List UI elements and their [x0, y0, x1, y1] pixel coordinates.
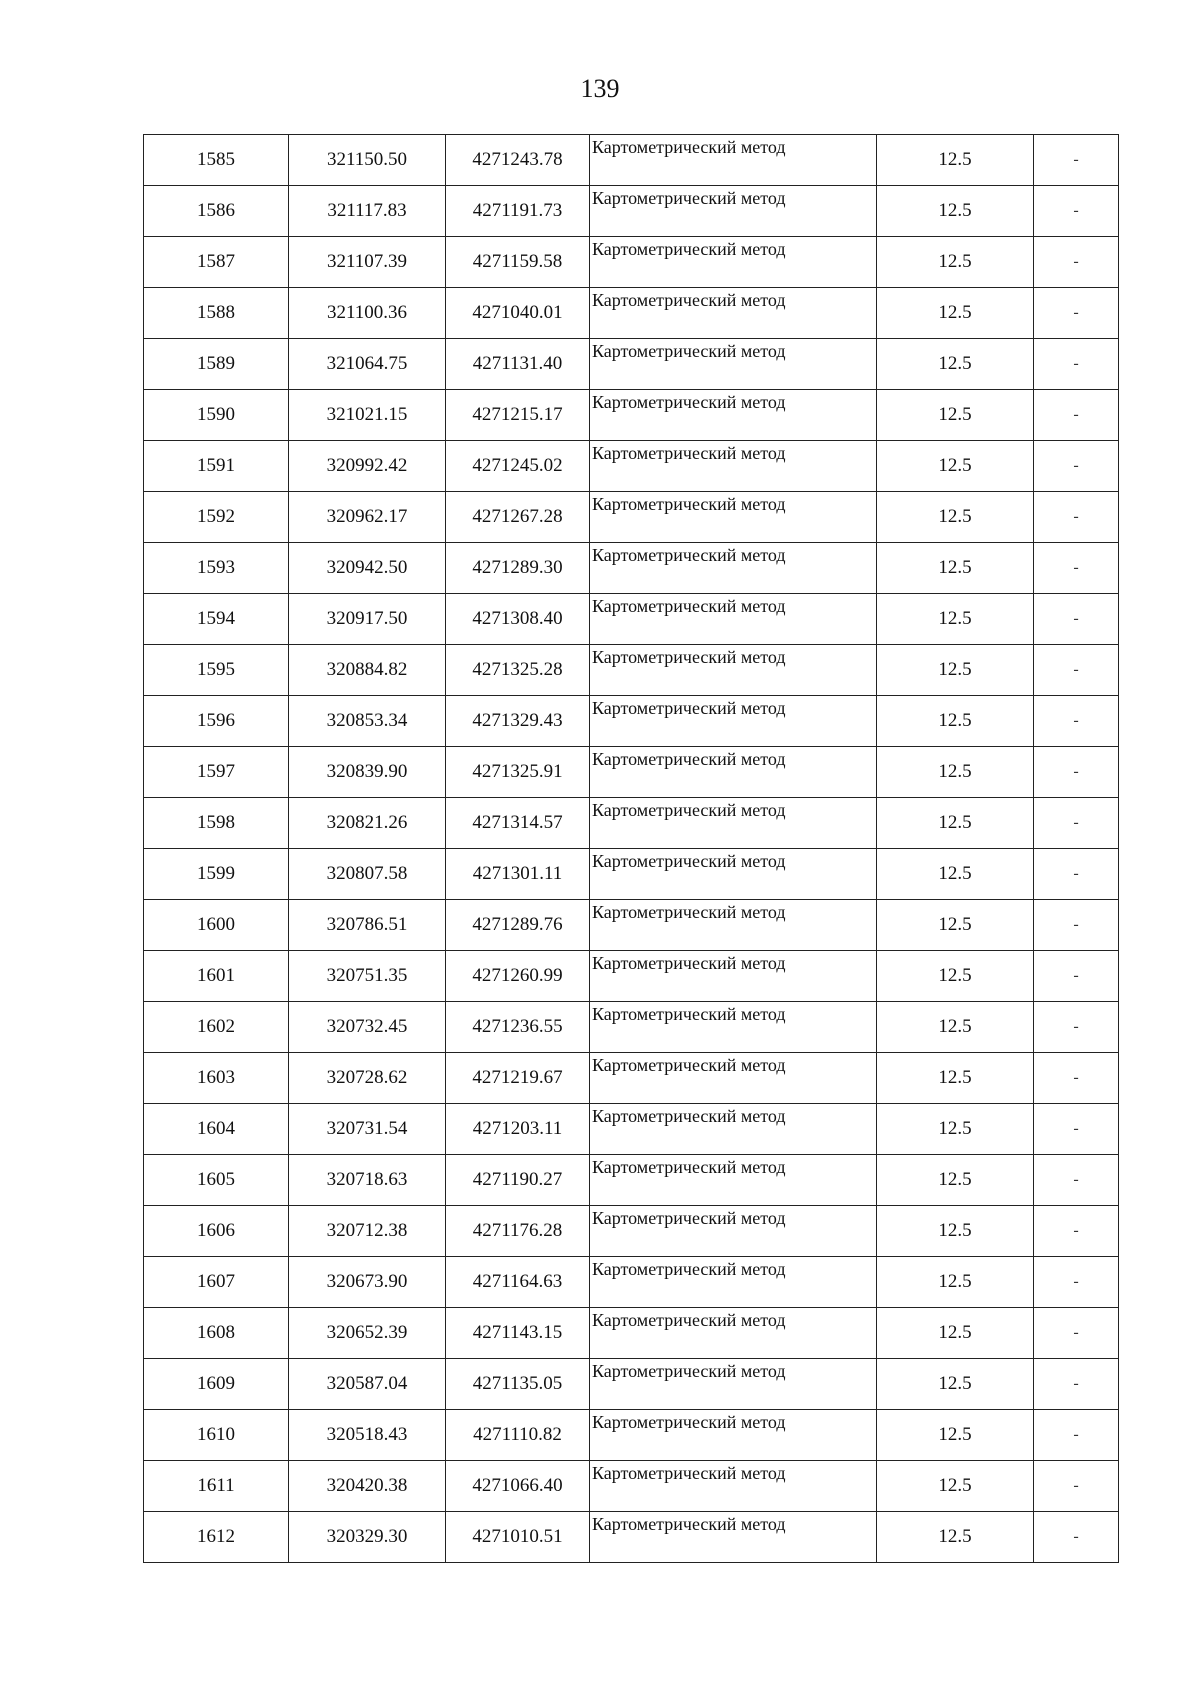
- point-number-cell: 1590: [144, 390, 289, 441]
- note-cell: -: [1034, 951, 1119, 1002]
- point-number-cell: 1594: [144, 594, 289, 645]
- note-cell: -: [1034, 696, 1119, 747]
- table-row: [144, 1359, 1119, 1410]
- y-coordinate-cell: 4271159.58: [446, 237, 590, 288]
- table-row: [144, 288, 1119, 339]
- x-coordinate-cell: 321150.50: [289, 135, 446, 186]
- table-row: [144, 1410, 1119, 1461]
- x-coordinate-cell: 320807.58: [289, 849, 446, 900]
- table-row: [144, 1002, 1119, 1053]
- y-coordinate-cell: 4271314.57: [446, 798, 590, 849]
- accuracy-cell: 12.5: [877, 1002, 1034, 1053]
- accuracy-cell: 12.5: [877, 798, 1034, 849]
- y-coordinate-cell: 4271301.11: [446, 849, 590, 900]
- note-cell: -: [1034, 1155, 1119, 1206]
- method-cell: Картометрический метод: [590, 1512, 877, 1563]
- point-number-cell: 1586: [144, 186, 289, 237]
- y-coordinate-cell: 4271203.11: [446, 1104, 590, 1155]
- point-number-cell: 1598: [144, 798, 289, 849]
- note-cell: -: [1034, 1002, 1119, 1053]
- table-row: [144, 1155, 1119, 1206]
- accuracy-cell: 12.5: [877, 747, 1034, 798]
- method-cell: Картометрический метод: [590, 339, 877, 390]
- x-coordinate-cell: 321021.15: [289, 390, 446, 441]
- y-coordinate-cell: 4271243.78: [446, 135, 590, 186]
- accuracy-cell: 12.5: [877, 186, 1034, 237]
- y-coordinate-cell: 4271260.99: [446, 951, 590, 1002]
- method-cell: Картометрический метод: [590, 1359, 877, 1410]
- note-cell: -: [1034, 1359, 1119, 1410]
- table-row: [144, 339, 1119, 390]
- table-row: [144, 1206, 1119, 1257]
- table-row: [144, 645, 1119, 696]
- x-coordinate-cell: 320728.62: [289, 1053, 446, 1104]
- x-coordinate-cell: 321100.36: [289, 288, 446, 339]
- method-cell: Картометрический метод: [590, 747, 877, 798]
- note-cell: -: [1034, 1104, 1119, 1155]
- point-number-cell: 1588: [144, 288, 289, 339]
- x-coordinate-cell: 320786.51: [289, 900, 446, 951]
- accuracy-cell: 12.5: [877, 1257, 1034, 1308]
- note-cell: -: [1034, 798, 1119, 849]
- method-cell: Картометрический метод: [590, 1206, 877, 1257]
- accuracy-cell: 12.5: [877, 390, 1034, 441]
- note-cell: -: [1034, 1308, 1119, 1359]
- accuracy-cell: 12.5: [877, 1155, 1034, 1206]
- note-cell: -: [1034, 1053, 1119, 1104]
- table-row: [144, 747, 1119, 798]
- accuracy-cell: 12.5: [877, 339, 1034, 390]
- method-cell: Картометрический метод: [590, 441, 877, 492]
- note-cell: -: [1034, 135, 1119, 186]
- y-coordinate-cell: 4271245.02: [446, 441, 590, 492]
- table-row: [144, 135, 1119, 186]
- note-cell: -: [1034, 1461, 1119, 1512]
- point-number-cell: 1593: [144, 543, 289, 594]
- y-coordinate-cell: 4271267.28: [446, 492, 590, 543]
- point-number-cell: 1602: [144, 1002, 289, 1053]
- table-body: [144, 135, 1119, 1563]
- x-coordinate-cell: 320839.90: [289, 747, 446, 798]
- y-coordinate-cell: 4271191.73: [446, 186, 590, 237]
- y-coordinate-cell: 4271219.67: [446, 1053, 590, 1104]
- x-coordinate-cell: 320751.35: [289, 951, 446, 1002]
- point-number-cell: 1587: [144, 237, 289, 288]
- method-cell: Картометрический метод: [590, 288, 877, 339]
- accuracy-cell: 12.5: [877, 1308, 1034, 1359]
- method-cell: Картометрический метод: [590, 186, 877, 237]
- accuracy-cell: 12.5: [877, 237, 1034, 288]
- x-coordinate-cell: 320732.45: [289, 1002, 446, 1053]
- x-coordinate-cell: 320942.50: [289, 543, 446, 594]
- y-coordinate-cell: 4271289.76: [446, 900, 590, 951]
- y-coordinate-cell: 4271176.28: [446, 1206, 590, 1257]
- x-coordinate-cell: 320962.17: [289, 492, 446, 543]
- point-number-cell: 1601: [144, 951, 289, 1002]
- x-coordinate-cell: 320712.38: [289, 1206, 446, 1257]
- note-cell: -: [1034, 1512, 1119, 1563]
- note-cell: -: [1034, 849, 1119, 900]
- x-coordinate-cell: 320673.90: [289, 1257, 446, 1308]
- y-coordinate-cell: 4271135.05: [446, 1359, 590, 1410]
- y-coordinate-cell: 4271308.40: [446, 594, 590, 645]
- y-coordinate-cell: 4271143.15: [446, 1308, 590, 1359]
- accuracy-cell: 12.5: [877, 543, 1034, 594]
- x-coordinate-cell: 320518.43: [289, 1410, 446, 1461]
- note-cell: -: [1034, 747, 1119, 798]
- point-number-cell: 1596: [144, 696, 289, 747]
- method-cell: Картометрический метод: [590, 543, 877, 594]
- method-cell: Картометрический метод: [590, 1461, 877, 1512]
- accuracy-cell: 12.5: [877, 441, 1034, 492]
- point-number-cell: 1610: [144, 1410, 289, 1461]
- accuracy-cell: 12.5: [877, 1512, 1034, 1563]
- accuracy-cell: 12.5: [877, 951, 1034, 1002]
- y-coordinate-cell: 4271131.40: [446, 339, 590, 390]
- table-row: [144, 1308, 1119, 1359]
- accuracy-cell: 12.5: [877, 1104, 1034, 1155]
- table-row: [144, 594, 1119, 645]
- table-row: [144, 186, 1119, 237]
- y-coordinate-cell: 4271289.30: [446, 543, 590, 594]
- accuracy-cell: 12.5: [877, 1359, 1034, 1410]
- method-cell: Картометрический метод: [590, 951, 877, 1002]
- note-cell: -: [1034, 237, 1119, 288]
- method-cell: Картометрический метод: [590, 1053, 877, 1104]
- table-row: [144, 237, 1119, 288]
- x-coordinate-cell: 320992.42: [289, 441, 446, 492]
- method-cell: Картометрический метод: [590, 237, 877, 288]
- table-row: [144, 1104, 1119, 1155]
- method-cell: Картометрический метод: [590, 798, 877, 849]
- table-row: [144, 390, 1119, 441]
- table-row: [144, 1053, 1119, 1104]
- y-coordinate-cell: 4271010.51: [446, 1512, 590, 1563]
- point-number-cell: 1612: [144, 1512, 289, 1563]
- note-cell: -: [1034, 645, 1119, 696]
- y-coordinate-cell: 4271325.91: [446, 747, 590, 798]
- point-number-cell: 1591: [144, 441, 289, 492]
- method-cell: Картометрический метод: [590, 1155, 877, 1206]
- point-number-cell: 1600: [144, 900, 289, 951]
- y-coordinate-cell: 4271236.55: [446, 1002, 590, 1053]
- page-number: 139: [580, 74, 620, 103]
- method-cell: Картометрический метод: [590, 900, 877, 951]
- x-coordinate-cell: 320652.39: [289, 1308, 446, 1359]
- note-cell: -: [1034, 594, 1119, 645]
- point-number-cell: 1595: [144, 645, 289, 696]
- note-cell: -: [1034, 1257, 1119, 1308]
- note-cell: -: [1034, 1206, 1119, 1257]
- x-coordinate-cell: 320821.26: [289, 798, 446, 849]
- y-coordinate-cell: 4271164.63: [446, 1257, 590, 1308]
- accuracy-cell: 12.5: [877, 645, 1034, 696]
- table-row: [144, 1257, 1119, 1308]
- accuracy-cell: 12.5: [877, 696, 1034, 747]
- accuracy-cell: 12.5: [877, 900, 1034, 951]
- accuracy-cell: 12.5: [877, 1053, 1034, 1104]
- note-cell: -: [1034, 492, 1119, 543]
- x-coordinate-cell: 320420.38: [289, 1461, 446, 1512]
- table-row: [144, 900, 1119, 951]
- x-coordinate-cell: 320587.04: [289, 1359, 446, 1410]
- note-cell: -: [1034, 1410, 1119, 1461]
- point-number-cell: 1606: [144, 1206, 289, 1257]
- method-cell: Картометрический метод: [590, 594, 877, 645]
- table-row: [144, 1461, 1119, 1512]
- note-cell: -: [1034, 186, 1119, 237]
- coordinates-table: [143, 134, 1119, 1563]
- table-row: [144, 951, 1119, 1002]
- note-cell: -: [1034, 900, 1119, 951]
- x-coordinate-cell: 320731.54: [289, 1104, 446, 1155]
- note-cell: -: [1034, 543, 1119, 594]
- table-row: [144, 1512, 1119, 1563]
- x-coordinate-cell: 320718.63: [289, 1155, 446, 1206]
- note-cell: -: [1034, 339, 1119, 390]
- point-number-cell: 1585: [144, 135, 289, 186]
- x-coordinate-cell: 320884.82: [289, 645, 446, 696]
- table-row: [144, 543, 1119, 594]
- method-cell: Картометрический метод: [590, 1104, 877, 1155]
- point-number-cell: 1603: [144, 1053, 289, 1104]
- table-row: [144, 696, 1119, 747]
- point-number-cell: 1599: [144, 849, 289, 900]
- y-coordinate-cell: 4271215.17: [446, 390, 590, 441]
- accuracy-cell: 12.5: [877, 492, 1034, 543]
- accuracy-cell: 12.5: [877, 1206, 1034, 1257]
- method-cell: Картометрический метод: [590, 1002, 877, 1053]
- note-cell: -: [1034, 390, 1119, 441]
- point-number-cell: 1609: [144, 1359, 289, 1410]
- y-coordinate-cell: 4271329.43: [446, 696, 590, 747]
- accuracy-cell: 12.5: [877, 288, 1034, 339]
- accuracy-cell: 12.5: [877, 1461, 1034, 1512]
- x-coordinate-cell: 320853.34: [289, 696, 446, 747]
- point-number-cell: 1597: [144, 747, 289, 798]
- method-cell: Картометрический метод: [590, 849, 877, 900]
- note-cell: -: [1034, 441, 1119, 492]
- point-number-cell: 1592: [144, 492, 289, 543]
- accuracy-cell: 12.5: [877, 594, 1034, 645]
- table-row: [144, 849, 1119, 900]
- point-number-cell: 1605: [144, 1155, 289, 1206]
- table-row: [144, 798, 1119, 849]
- point-number-cell: 1608: [144, 1308, 289, 1359]
- method-cell: Картометрический метод: [590, 1257, 877, 1308]
- method-cell: Картометрический метод: [590, 1308, 877, 1359]
- x-coordinate-cell: 320329.30: [289, 1512, 446, 1563]
- point-number-cell: 1604: [144, 1104, 289, 1155]
- y-coordinate-cell: 4271066.40: [446, 1461, 590, 1512]
- accuracy-cell: 12.5: [877, 1410, 1034, 1461]
- table-row: [144, 492, 1119, 543]
- method-cell: Картометрический метод: [590, 135, 877, 186]
- y-coordinate-cell: 4271110.82: [446, 1410, 590, 1461]
- point-number-cell: 1589: [144, 339, 289, 390]
- table-row: [144, 441, 1119, 492]
- method-cell: Картометрический метод: [590, 645, 877, 696]
- y-coordinate-cell: 4271040.01: [446, 288, 590, 339]
- method-cell: Картометрический метод: [590, 492, 877, 543]
- method-cell: Картометрический метод: [590, 1410, 877, 1461]
- method-cell: Картометрический метод: [590, 390, 877, 441]
- y-coordinate-cell: 4271190.27: [446, 1155, 590, 1206]
- point-number-cell: 1611: [144, 1461, 289, 1512]
- x-coordinate-cell: 321107.39: [289, 237, 446, 288]
- x-coordinate-cell: 321117.83: [289, 186, 446, 237]
- x-coordinate-cell: 321064.75: [289, 339, 446, 390]
- accuracy-cell: 12.5: [877, 135, 1034, 186]
- point-number-cell: 1607: [144, 1257, 289, 1308]
- note-cell: -: [1034, 288, 1119, 339]
- method-cell: Картометрический метод: [590, 696, 877, 747]
- y-coordinate-cell: 4271325.28: [446, 645, 590, 696]
- accuracy-cell: 12.5: [877, 849, 1034, 900]
- x-coordinate-cell: 320917.50: [289, 594, 446, 645]
